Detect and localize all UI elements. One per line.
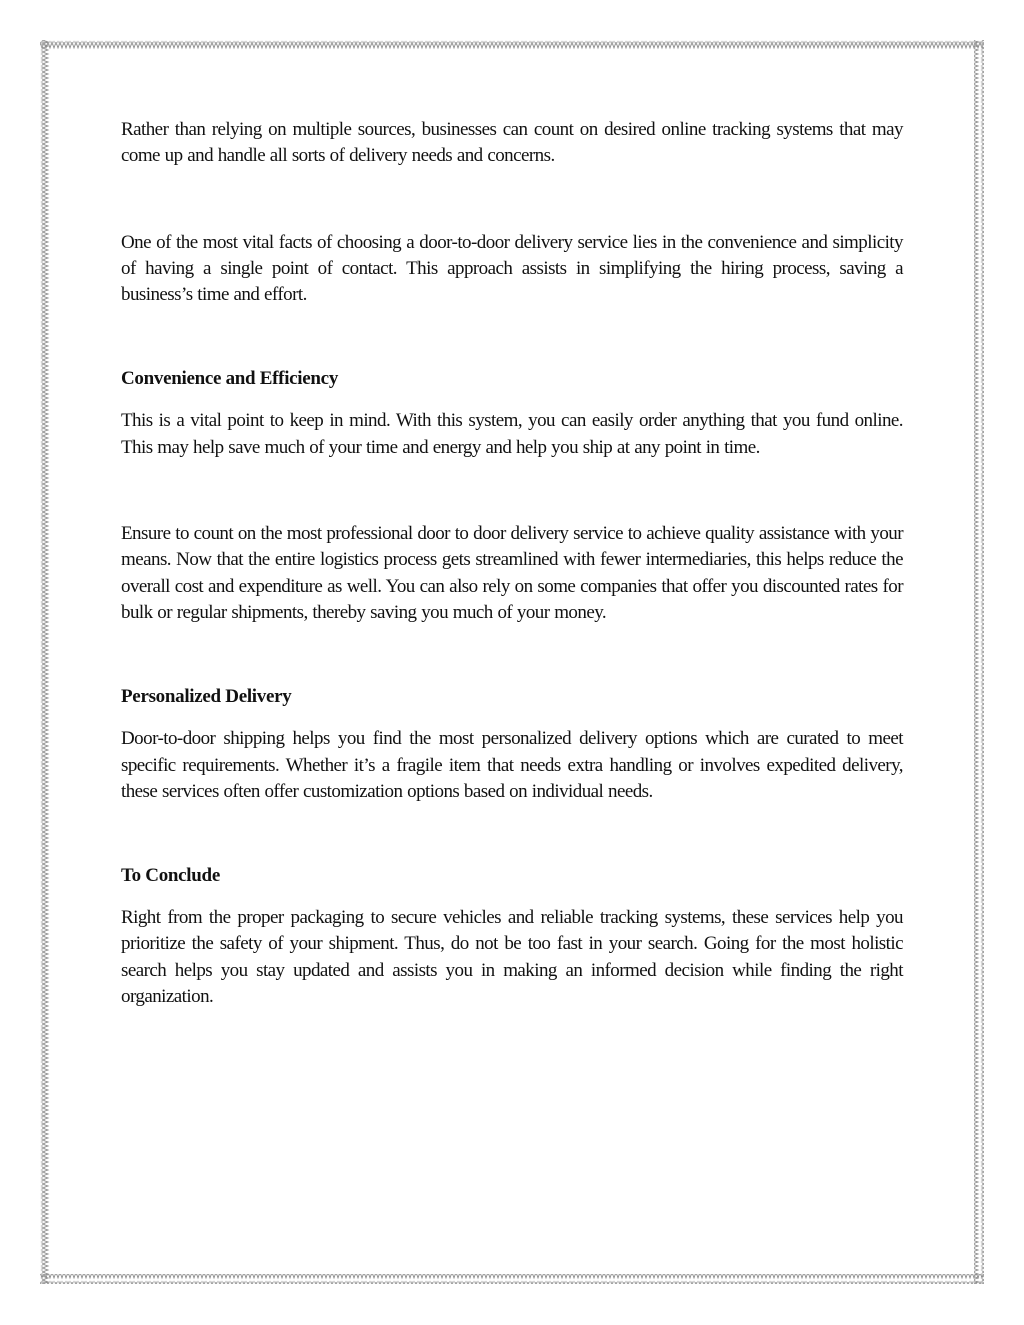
personalized-paragraph: Door-to-door shipping helps you find the most personalized delivery options which are curated to meet specific requirements. Whether it’s a fragile item that needs extra handling or involves expedited delivery, these services often offer customization options based on individual needs. xyxy=(121,728,903,802)
section-heading-personalized: Personalized Delivery xyxy=(121,686,292,708)
single-contact-paragraph: One of the most vital facts of choosing a door-to-door delivery service lies in the convenience and simplicity of having a single point of contact. This approach assists in simplifying the hiring process, saving a business’s time and effort. xyxy=(121,231,903,306)
section-heading-convenience: Convenience and Efficiency xyxy=(121,368,339,390)
intro-paragraph: Rather than relying on multiple sources, businesses can count on desired online tracking systems that may come up and handle all sorts of delivery needs and concerns. xyxy=(121,119,903,167)
document-body xyxy=(121,117,903,1010)
cost-savings-paragraph: Ensure to count on the most professional door to door delivery service to achieve quality assistance with your means. Now that the entire logistics process gets streamlined with fewer intermediaries, this helps reduce the overall cost and expenditure as well. You can also rely on some companies that offer you discounted rates for bulk or regular shipments, thereby saving you much of your money. xyxy=(121,523,903,623)
convenience-paragraph: This is a vital point to keep in mind. With this system, you can easily order anything that you fund online. This may help save much of your time and energy and help you ship at any point in time. xyxy=(121,410,903,458)
section-heading-conclusion: To Conclude xyxy=(121,865,220,887)
conclusion-paragraph: Right from the proper packaging to secure vehicles and reliable tracking systems, these services help you prioritize the safety of your shipment. Thus, do not be too fast in your search. Going for the most holistic search helps you stay updated and assists you in making an informed decision while finding the right organization. xyxy=(121,907,903,1008)
